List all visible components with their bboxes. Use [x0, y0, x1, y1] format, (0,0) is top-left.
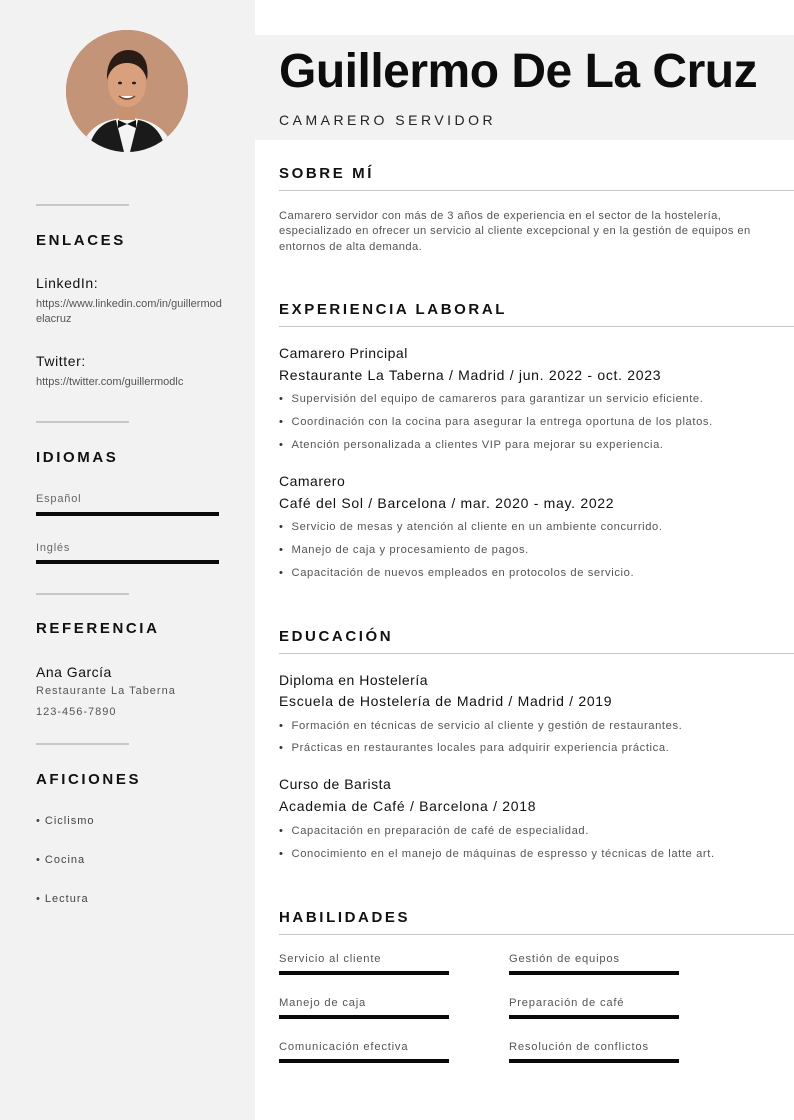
education-bullet: • Capacitación en preparación de café de especialidad. — [279, 825, 589, 837]
language-name: Español — [36, 493, 82, 505]
skill-name: Gestión de equipos — [509, 953, 620, 965]
main-content — [255, 0, 794, 1120]
hobby-item: • Lectura — [36, 893, 89, 905]
job-bullet: • Manejo de caja y procesamiento de pagos. — [279, 544, 529, 556]
hobbies-heading: AFICIONES — [36, 771, 142, 788]
hobby-item: • Cocina — [36, 854, 86, 866]
person-role: CAMARERO SERVIDOR — [279, 112, 497, 128]
skill-level-bar — [279, 1015, 449, 1019]
skills-heading: HABILIDADES — [279, 909, 411, 926]
language-name: Inglés — [36, 542, 71, 554]
skill-level-bar — [279, 971, 449, 975]
education-heading: EDUCACIÓN — [279, 628, 394, 645]
education-bullet: • Conocimiento en el manejo de máquinas de espresso y técnicas de latte art. — [279, 848, 715, 860]
twitter-link[interactable]: https://twitter.com/guillermodlc — [36, 376, 184, 388]
about-text: Camarero servidor con más de 3 años de experiencia en el sector de la hostelería, especializado en ofrecer un servicio al cliente excepcional y en la gestión de equipos en entornos de alta demanda. — [279, 210, 751, 253]
experience-heading: EXPERIENCIA LABORAL — [279, 301, 508, 318]
skill-level-bar — [279, 1059, 449, 1063]
skill-name: Resolución de conflictos — [509, 1041, 649, 1053]
skill-name: Preparación de café — [509, 997, 625, 1009]
divider — [36, 421, 129, 423]
skill-name: Manejo de caja — [279, 997, 367, 1009]
portrait-photo — [66, 30, 188, 152]
education-bullet: • Prácticas en restaurantes locales para adquirir experiencia práctica. — [279, 742, 669, 754]
divider — [36, 743, 129, 745]
skill-level-bar — [509, 971, 679, 975]
job-place: Café del Sol / Barcelona / mar. 2020 - may. 2022 — [279, 495, 615, 511]
linkedin-label: LinkedIn: — [36, 275, 99, 291]
education-bullet: • Formación en técnicas de servicio al cliente y gestión de restaurantes. — [279, 720, 682, 732]
job-title: Camarero Principal — [279, 345, 408, 361]
hobby-item: • Ciclismo — [36, 815, 95, 827]
reference-heading: REFERENCIA — [36, 620, 160, 637]
skill-name: Servicio al cliente — [279, 953, 382, 965]
education-place: Academia de Café / Barcelona / 2018 — [279, 798, 537, 814]
education-title: Diploma en Hostelería — [279, 672, 429, 688]
job-bullet: • Coordinación con la cocina para asegurar la entrega oportuna de los platos. — [279, 416, 713, 428]
education-title: Curso de Barista — [279, 776, 392, 792]
divider — [36, 593, 129, 595]
skill-level-bar — [509, 1015, 679, 1019]
person-name: Guillermo De La Cruz — [279, 45, 758, 98]
language-level-bar — [36, 512, 219, 516]
skill-level-bar — [509, 1059, 679, 1063]
section-rule — [279, 190, 794, 191]
skill-name: Comunicación efectiva — [279, 1041, 409, 1053]
links-heading: ENLACES — [36, 232, 126, 249]
reference-phone: 123-456-7890 — [36, 706, 117, 718]
job-bullet: • Capacitación de nuevos empleados en protocolos de servicio. — [279, 567, 634, 579]
job-bullet: • Atención personalizada a clientes VIP para mejorar su experiencia. — [279, 439, 664, 451]
about-heading: SOBRE MÍ — [279, 165, 374, 182]
job-bullet: • Servicio de mesas y atención al cliente en un ambiente concurrido. — [279, 521, 663, 533]
sidebar — [0, 0, 255, 1120]
job-place: Restaurante La Taberna / Madrid / jun. 2022 - oct. 2023 — [279, 367, 662, 383]
section-rule — [279, 653, 794, 654]
education-place: Escuela de Hostelería de Madrid / Madrid / 2019 — [279, 693, 613, 709]
section-rule — [279, 934, 794, 935]
languages-heading: IDIOMAS — [36, 449, 119, 466]
reference-name: Ana García — [36, 664, 112, 680]
divider — [36, 204, 129, 206]
section-rule — [279, 326, 794, 327]
language-level-bar — [36, 560, 219, 564]
job-title: Camarero — [279, 473, 346, 489]
linkedin-link[interactable]: https://www.linkedin.com/in/guillermodelacruz — [36, 298, 222, 325]
reference-company: Restaurante La Taberna — [36, 685, 176, 697]
twitter-label: Twitter: — [36, 353, 86, 369]
avatar — [66, 30, 188, 152]
job-bullet: • Supervisión del equipo de camareros para garantizar un servicio eficiente. — [279, 393, 703, 405]
